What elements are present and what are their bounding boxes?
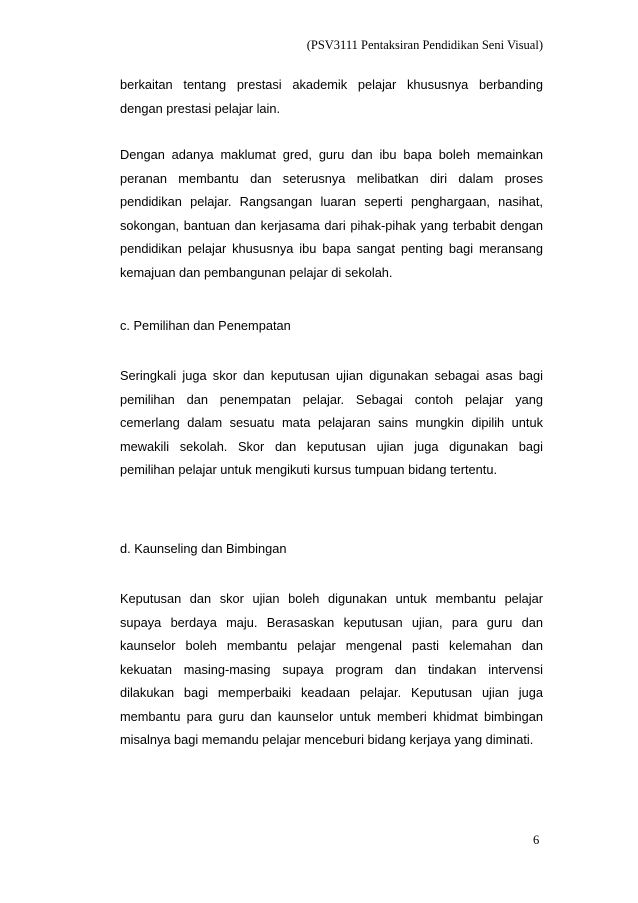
paragraph-counselling-guidance: Keputusan dan skor ujian boleh digunakan untuk membantu pelajar supaya berdaya maju. Berasaskan keputusan ujian, para guru dan kaunselor boleh membantu pelajar mengenal pasti kelemahan dan kekuatan masing-masing supaya program dan tindakan intervensi dilakukan bagi memperbaiki keadaan pelajar. Keputusan ujian juga membantu para guru dan kaunselor untuk memberi khidmat bimbingan misalnya bagi memandu pelajar menceburi bidang kerjaya yang diminati. [120,591,543,747]
page-number: 6 [533,833,540,847]
paragraph-continuation: berkaitan tentang prestasi akademik pelajar khususnya berbanding dengan prestasi pelajar lain. [120,77,543,116]
section-heading-c: c. Pemilihan dan Penempatan [120,318,291,333]
paragraph-grade-information: Dengan adanya maklumat gred, guru dan ibu bapa boleh memainkan peranan membantu dan seterusnya melibatkan diri dalam proses pendidikan pelajar. Rangsangan luaran seperti penghargaan, nasihat, sokongan, bantuan dan kerjasama dari pihak-pihak yang terbabit dengan pendidikan pelajar khususnya ibu bapa sangat penting bagi meransang kemajuan dan pembangunan pelajar di sekolah. [120,147,543,280]
paragraph-selection-placement: Seringkali juga skor dan keputusan ujian digunakan sebagai asas bagi pemilihan dan penempatan pelajar. Sebagai contoh pelajar yang cemerlang dalam sesuatu mata pelajaran sains mungkin dipilih untuk mewakili sekolah. Skor dan keputusan ujian juga digunakan bagi pemilihan pelajar untuk mengikuti kursus tumpuan bidang tertentu. [120,368,543,477]
running-header: (PSV3111 Pentaksiran Pendidikan Seni Visual) [306,38,543,52]
section-heading-d: d. Kaunseling dan Bimbingan [120,541,287,556]
